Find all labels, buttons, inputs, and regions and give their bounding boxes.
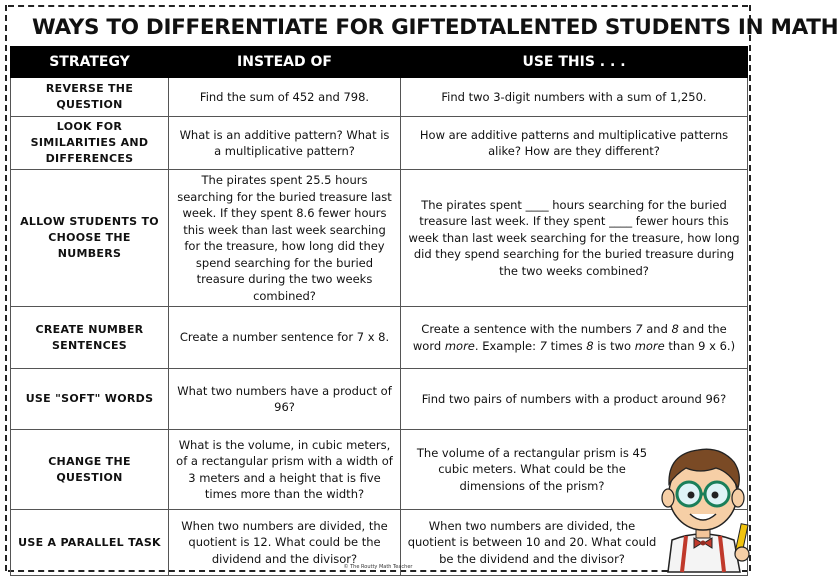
strategy-cell: CREATE NUMBER SENTENCES: [11, 307, 169, 369]
copyright-footer: © The Routty Math Teacher: [343, 564, 413, 570]
table-row: [11, 430, 748, 510]
text-part: is two: [593, 338, 635, 353]
frame-left-dashes: [5, 5, 7, 571]
instead-of-cell: When two numbers are divided, the quotient is 12. What could be the dividend and the divisor?: [169, 510, 401, 576]
italic-number: 7: [539, 338, 547, 353]
page-title: [14, 10, 838, 44]
strategy-cell: USE A PARALLEL TASK: [11, 510, 169, 576]
instead-of-cell: What is an additive pattern? What is a multiplicative pattern?: [169, 117, 401, 170]
strategy-table: [10, 46, 748, 576]
italic-number: 8: [586, 338, 594, 353]
strategy-cell: ALLOW STUDENTS TO CHOOSE THE NUMBERS: [11, 170, 169, 307]
table-row: [11, 170, 748, 307]
use-this-cell: The volume of a rectangular prism is 45 cubic meters. What could be the dimensions of the prism?: [401, 430, 748, 510]
text-part: Create a sentence with the numbers: [421, 322, 636, 336]
text-part: times: [546, 338, 587, 353]
instead-of-cell: What two numbers have a product of 96?: [169, 369, 401, 430]
text-part: than 9 x 6.): [664, 338, 736, 353]
instead-of-cell: Create a number sentence for 7 x 8.: [169, 307, 401, 369]
table-row: [11, 117, 748, 170]
table-row: [11, 78, 748, 117]
use-this-cell: Find two pairs of numbers with a product around 96?: [401, 369, 748, 430]
strategy-cell: CHANGE THE QUESTION: [11, 430, 169, 510]
title-part-2: TALENTED STUDENTS IN MATH: [476, 14, 838, 40]
header-instead-of: INSTEAD OF: [169, 47, 401, 78]
table-header-row: [11, 47, 748, 78]
strategy-cell: USE "SOFT" WORDS: [11, 369, 169, 430]
header-strategy: STRATEGY: [11, 47, 169, 78]
use-this-cell: [401, 307, 748, 369]
header-use-this: USE THIS . . .: [401, 47, 748, 78]
use-this-cell: The pirates spent ____ hours searching for the buried treasure last week. If they spent ____ fewer hours this week than last week searching for the treasure, how long did they spend searching for the buried treasure during the two weeks combined?: [401, 170, 748, 307]
instead-of-cell: The pirates spent 25.5 hours searching for the buried treasure last week. If they spent 8.6 fewer hours this week than last week searching for the treasure, how long did they spend searching for the buried treasure during the two weeks combined?: [169, 170, 401, 307]
italic-number: 8: [671, 322, 679, 336]
italic-word: more: [634, 338, 665, 353]
text-part: and: [642, 322, 672, 336]
table-row: [11, 307, 748, 369]
strategy-cell: LOOK FOR SIMILARITIES AND DIFFERENCES: [11, 117, 169, 170]
frame-top-dashes: [8, 5, 748, 7]
text-part: . Example:: [474, 338, 540, 353]
instead-of-cell: What is the volume, in cubic meters, of a rectangular prism with a width of 3 meters and a height that is five times more than the width?: [169, 430, 401, 510]
italic-number: 7: [635, 322, 643, 336]
strategy-cell: REVERSE THE QUESTION: [11, 78, 169, 117]
text-part: and the word: [412, 322, 727, 353]
italic-word: more: [444, 338, 475, 353]
instead-of-cell: Find the sum of 452 and 798.: [169, 78, 401, 117]
use-this-cell: Find two 3-digit numbers with a sum of 1,250.: [401, 78, 748, 117]
use-this-cell: When two numbers are divided, the quotient is between 10 and 20. What could be the dividend and the divisor?: [401, 510, 748, 576]
table-row: [11, 369, 748, 430]
title-part-1: WAYS TO DIFFERENTIATE FOR GIFTED: [32, 14, 477, 40]
cartoon-teacher-with-glasses-icon: [650, 432, 754, 572]
use-this-cell: How are additive patterns and multiplicative patterns alike? How are they different?: [401, 117, 748, 170]
